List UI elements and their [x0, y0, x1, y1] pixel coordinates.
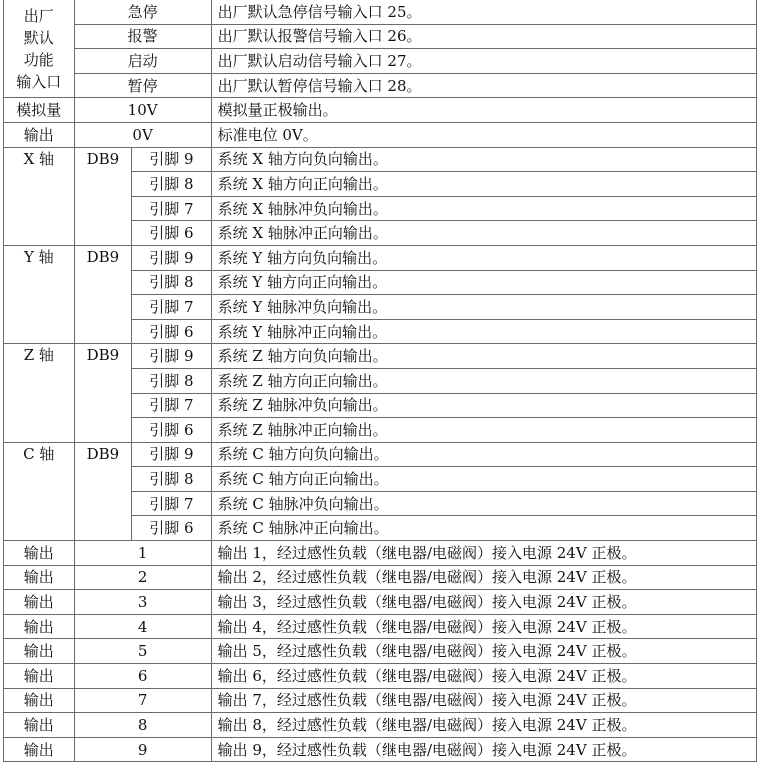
table-row: [4, 147, 757, 172]
factory-input-label-line: 功能: [23, 50, 54, 69]
description-cell: 标准电位 0V。: [211, 122, 756, 147]
output-number-cell: 2: [74, 565, 211, 590]
table-row: [4, 639, 757, 664]
description-cell: 系统 X 轴脉冲负向输出。: [211, 196, 756, 221]
description-cell: 系统 Y 轴方向正向输出。: [211, 270, 756, 295]
table-row: [4, 73, 757, 98]
table-row: [4, 245, 757, 270]
description-cell: 系统 C 轴脉冲负向输出。: [211, 491, 756, 516]
description-cell: 输出 1，经过感性负载（继电器/电磁阀）接入电源 24V 正极。: [211, 541, 756, 566]
signal-name-cell: 报警: [74, 24, 211, 49]
table-row: [4, 614, 757, 639]
description-cell: 系统 C 轴方向负向输出。: [211, 442, 756, 467]
pin-cell: 引脚 9: [132, 344, 211, 369]
description-cell: 出厂默认暂停信号输入口 28。: [211, 73, 756, 98]
io-table: [3, 0, 757, 762]
description-cell: 输出 9，经过感性负载（继电器/电磁阀）接入电源 24V 正极。: [211, 737, 756, 762]
output-number-cell: 5: [74, 639, 211, 664]
table-row: [4, 565, 757, 590]
output-number-cell: 8: [74, 713, 211, 738]
description-cell: 出厂默认启动信号输入口 27。: [211, 49, 756, 74]
description-cell: 出厂默认报警信号输入口 26。: [211, 24, 756, 49]
signal-name-cell: 暂停: [74, 73, 211, 98]
description-cell: 系统 X 轴方向正向输出。: [211, 172, 756, 197]
description-cell: 系统 Z 轴方向正向输出。: [211, 368, 756, 393]
factory-input-label-line: 出厂: [23, 6, 54, 25]
factory-input-label-line: 默认: [23, 28, 54, 47]
description-cell: 系统 C 轴脉冲正向输出。: [211, 516, 756, 541]
output-label-cell: 输出: [4, 737, 75, 762]
output-label-cell: 输出: [4, 688, 75, 713]
description-cell: 输出 3，经过感性负载（继电器/电磁阀）接入电源 24V 正极。: [211, 590, 756, 615]
description-cell: 模拟量正极输出。: [211, 98, 756, 123]
factory-input-label-cell: [4, 0, 75, 98]
axis-name-cell: Z 轴: [4, 344, 75, 442]
output-number-cell: 6: [74, 664, 211, 689]
pin-cell: 引脚 8: [132, 172, 211, 197]
table-row: [4, 688, 757, 713]
signal-name-cell: 急停: [74, 0, 211, 24]
table-row: [4, 98, 757, 123]
table-row: [4, 664, 757, 689]
connector-cell: DB9: [74, 147, 132, 245]
pin-cell: 引脚 6: [132, 418, 211, 443]
table-row: [4, 344, 757, 369]
table-row: [4, 24, 757, 49]
pin-cell: 引脚 7: [132, 295, 211, 320]
table-row: [4, 541, 757, 566]
pin-cell: 引脚 8: [132, 368, 211, 393]
pin-cell: 引脚 9: [132, 442, 211, 467]
output-label-cell: 输出: [4, 614, 75, 639]
pin-cell: 引脚 9: [132, 245, 211, 270]
description-cell: 系统 Z 轴方向负向输出。: [211, 344, 756, 369]
table-row: [4, 49, 757, 74]
connector-cell: DB9: [74, 245, 132, 343]
output-number-cell: 4: [74, 614, 211, 639]
table-row: [4, 737, 757, 762]
output-label-cell: 输出: [4, 639, 75, 664]
analog-value-cell: 10V: [74, 98, 211, 123]
pin-cell: 引脚 7: [132, 196, 211, 221]
output-number-cell: 7: [74, 688, 211, 713]
axis-name-cell: Y 轴: [4, 245, 75, 343]
axis-name-cell: X 轴: [4, 147, 75, 245]
description-cell: 系统 Y 轴方向负向输出。: [211, 245, 756, 270]
description-cell: 输出 6，经过感性负载（继电器/电磁阀）接入电源 24V 正极。: [211, 664, 756, 689]
description-cell: 系统 Z 轴脉冲负向输出。: [211, 393, 756, 418]
output-label-cell: 输出: [4, 590, 75, 615]
description-cell: 输出 5，经过感性负载（继电器/电磁阀）接入电源 24V 正极。: [211, 639, 756, 664]
table-row: [4, 713, 757, 738]
description-cell: 出厂默认急停信号输入口 25。: [211, 0, 756, 24]
table-row: [4, 0, 757, 24]
table-row: [4, 590, 757, 615]
pin-cell: 引脚 6: [132, 319, 211, 344]
description-cell: 输出 4，经过感性负载（继电器/电磁阀）接入电源 24V 正极。: [211, 614, 756, 639]
analog-label-cell: 输出: [4, 122, 75, 147]
table-row: [4, 442, 757, 467]
pin-cell: 引脚 8: [132, 467, 211, 492]
description-cell: 输出 2，经过感性负载（继电器/电磁阀）接入电源 24V 正极。: [211, 565, 756, 590]
connector-cell: DB9: [74, 344, 132, 442]
axis-name-cell: C 轴: [4, 442, 75, 540]
pin-cell: 引脚 9: [132, 147, 211, 172]
description-cell: 系统 X 轴脉冲正向输出。: [211, 221, 756, 246]
signal-name-cell: 启动: [74, 49, 211, 74]
description-cell: 输出 8，经过感性负载（继电器/电磁阀）接入电源 24V 正极。: [211, 713, 756, 738]
output-label-cell: 输出: [4, 565, 75, 590]
output-label-cell: 输出: [4, 541, 75, 566]
description-cell: 输出 7，经过感性负载（继电器/电磁阀）接入电源 24V 正极。: [211, 688, 756, 713]
output-number-cell: 9: [74, 737, 211, 762]
pin-cell: 引脚 7: [132, 393, 211, 418]
connector-cell: DB9: [74, 442, 132, 540]
factory-input-label-line: 输入口: [16, 72, 62, 91]
description-cell: 系统 Y 轴脉冲负向输出。: [211, 295, 756, 320]
pin-cell: 引脚 8: [132, 270, 211, 295]
pin-cell: 引脚 6: [132, 516, 211, 541]
output-label-cell: 输出: [4, 713, 75, 738]
analog-value-cell: 0V: [74, 122, 211, 147]
analog-label-cell: 模拟量: [4, 98, 75, 123]
description-cell: 系统 C 轴方向正向输出。: [211, 467, 756, 492]
pin-cell: 引脚 7: [132, 491, 211, 516]
table-row: [4, 122, 757, 147]
description-cell: 系统 X 轴方向负向输出。: [211, 147, 756, 172]
output-number-cell: 3: [74, 590, 211, 615]
description-cell: 系统 Y 轴脉冲正向输出。: [211, 319, 756, 344]
description-cell: 系统 Z 轴脉冲正向输出。: [211, 418, 756, 443]
pin-cell: 引脚 6: [132, 221, 211, 246]
output-number-cell: 1: [74, 541, 211, 566]
output-label-cell: 输出: [4, 664, 75, 689]
